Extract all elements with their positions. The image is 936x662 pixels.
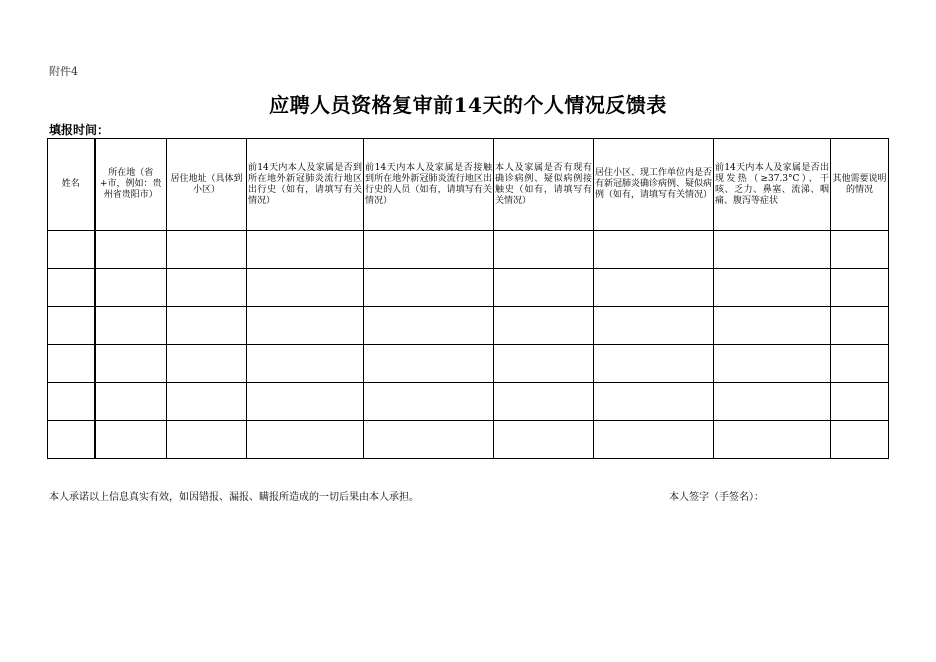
table-cell[interactable]	[48, 383, 95, 421]
table-cell[interactable]	[167, 383, 247, 421]
table-cell[interactable]	[494, 269, 594, 307]
table-cell[interactable]	[167, 421, 247, 459]
table-cell[interactable]	[594, 421, 714, 459]
table-row	[48, 307, 889, 345]
table-row	[48, 421, 889, 459]
table-row	[48, 269, 889, 307]
column-header-location: 所在地（省+市，例如：贵州省贵阳市）	[95, 139, 167, 231]
column-header-name: 姓名	[48, 139, 95, 231]
table-cell[interactable]	[48, 345, 95, 383]
fill-time-label: 填报时间：	[49, 123, 110, 137]
table-cell[interactable]	[247, 383, 364, 421]
table-cell[interactable]	[48, 421, 95, 459]
table-cell[interactable]	[364, 231, 494, 269]
table-cell[interactable]	[594, 383, 714, 421]
table-cell[interactable]	[167, 307, 247, 345]
table-cell[interactable]	[714, 269, 831, 307]
table-cell[interactable]	[364, 421, 494, 459]
table-cell[interactable]	[247, 307, 364, 345]
table-cell[interactable]	[247, 269, 364, 307]
table-cell[interactable]	[494, 307, 594, 345]
table-cell[interactable]	[831, 421, 889, 459]
table-cell[interactable]	[167, 345, 247, 383]
table-cell[interactable]	[48, 269, 95, 307]
table-cell[interactable]	[364, 345, 494, 383]
table-cell[interactable]	[831, 231, 889, 269]
table-cell[interactable]	[167, 269, 247, 307]
table-cell[interactable]	[714, 231, 831, 269]
table-cell[interactable]	[364, 307, 494, 345]
table-cell[interactable]	[831, 383, 889, 421]
column-header-community-cases: 居住小区、现工作单位内是否有新冠肺炎确诊病例、疑似病例（如有，请填写有关情况）	[594, 139, 714, 231]
table-cell[interactable]	[167, 231, 247, 269]
table-cell[interactable]	[247, 421, 364, 459]
column-header-case-contact: 本人及家属是否有现有确诊病例、疑似病例接触史（如有，请填写有关情况）	[494, 139, 594, 231]
table-cell[interactable]	[95, 345, 167, 383]
promise-statement: 本人承诺以上信息真实有效，如因错报、漏报、瞒报所造成的一切后果由本人承担。	[49, 492, 419, 503]
column-header-contact-travelers: 前14天内本人及家属是否接触到所在地外新冠肺炎流行地区出行史的人员（如有，请填写有关情况）	[364, 139, 494, 231]
table-cell[interactable]	[95, 307, 167, 345]
table-cell[interactable]	[494, 345, 594, 383]
table-cell[interactable]	[494, 421, 594, 459]
table-cell[interactable]	[247, 231, 364, 269]
table-cell[interactable]	[594, 345, 714, 383]
table-row	[48, 231, 889, 269]
document-title: 应聘人员资格复审前14天的个人情况反馈表	[269, 93, 667, 117]
signature-label: 本人签字（手签名）：	[669, 492, 764, 503]
column-header-other: 其他需要说明的情况	[831, 139, 889, 231]
column-header-address: 居住地址（具体到小区）	[167, 139, 247, 231]
table-cell[interactable]	[247, 345, 364, 383]
table-cell[interactable]	[594, 269, 714, 307]
table-cell[interactable]	[831, 345, 889, 383]
table-cell[interactable]	[494, 231, 594, 269]
table-cell[interactable]	[48, 231, 95, 269]
table-cell[interactable]	[714, 383, 831, 421]
column-header-symptoms: 前14天内本人及家属是否出现发热（≥37.3°C）、干咳、乏力、鼻塞、流涕、咽痛、腹泻等症状	[714, 139, 831, 231]
table-row	[48, 383, 889, 421]
table-cell[interactable]	[364, 269, 494, 307]
table-cell[interactable]	[714, 421, 831, 459]
table-cell[interactable]	[714, 345, 831, 383]
table-cell[interactable]	[831, 269, 889, 307]
table-cell[interactable]	[48, 307, 95, 345]
table-cell[interactable]	[95, 421, 167, 459]
feedback-table	[47, 138, 889, 459]
table-cell[interactable]	[95, 383, 167, 421]
table-cell[interactable]	[594, 307, 714, 345]
table-cell[interactable]	[831, 307, 889, 345]
table-cell[interactable]	[714, 307, 831, 345]
table-cell[interactable]	[95, 231, 167, 269]
table-row	[48, 345, 889, 383]
header-row	[48, 139, 889, 231]
table-cell[interactable]	[594, 231, 714, 269]
table-cell[interactable]	[364, 383, 494, 421]
column-header-travel-history: 前14天内本人及家属是否到所在地外新冠肺炎流行地区出行史（如有，请填写有关情况）	[247, 139, 364, 231]
table-cell[interactable]	[494, 383, 594, 421]
attachment-label: 附件4	[49, 65, 78, 78]
table-cell[interactable]	[95, 269, 167, 307]
